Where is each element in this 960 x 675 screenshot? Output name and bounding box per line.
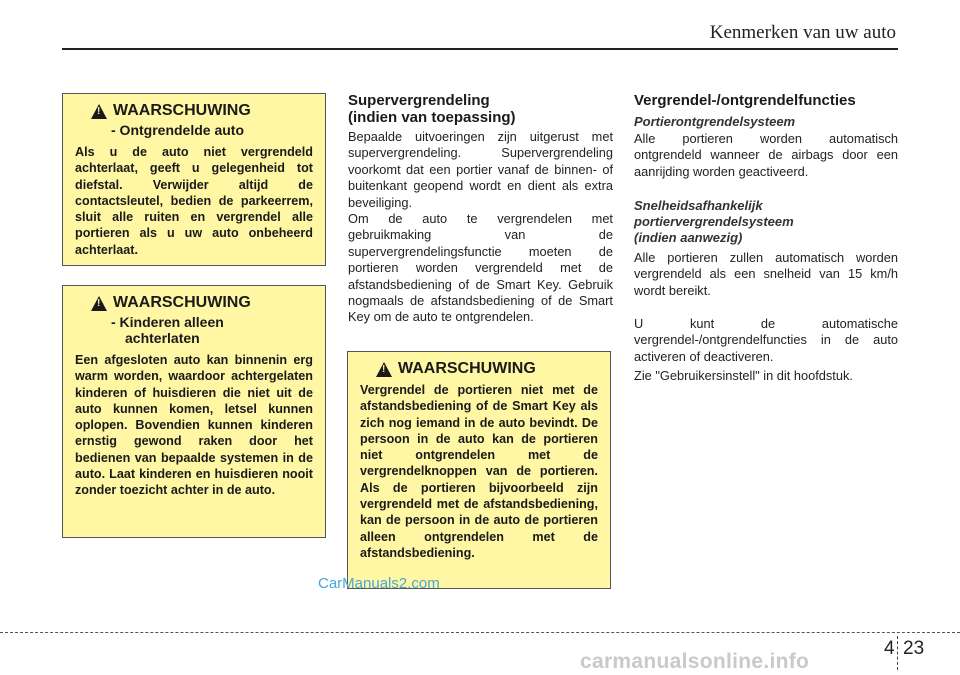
warning-box-unlocked-car (62, 93, 326, 266)
subsection-title-line1: Snelheidsafhankelijk (634, 198, 763, 213)
section-title-vergrendelfuncties: Vergrendel-/ontgrendelfuncties (634, 92, 856, 109)
warning-heading: WAARSCHUWING (398, 360, 536, 377)
section-title-line1: Supervergrendeling (348, 92, 490, 109)
bottom-watermark: carmanualsonline.info (580, 650, 810, 673)
paragraph: Om de auto te vergrendelen met gebruikmaking van de supervergrendelingsfunctie moeten de portieren worden vergrendeld met de afstandsbediening of de Smart Key. Gebruik nogmaals de afstandsbediening of de Smart Key om de auto te ontgrendelen. (348, 211, 613, 325)
section-title-line2: (indien van toepassing) (348, 109, 516, 126)
page-header-title: Kenmerken van uw auto (709, 22, 896, 43)
section-title-supervergrendeling (348, 92, 613, 126)
warning-triangle-icon (376, 362, 392, 377)
subsection-title: Portierontgrendelsysteem (634, 114, 796, 129)
warning-subheading: - Ontgrendelde auto (111, 122, 244, 138)
warning-heading: WAARSCHUWING (113, 294, 251, 311)
warning-subheading-cont: achterlaten (125, 330, 200, 346)
warning-body: Een afgesloten auto kan binnenin erg warm worden, waardoor achtergelaten kinderen of huisdieren die niet uit de auto kunnen komen, letsel kunnen oplopen. Bovendien kunnen kinderen ernstig gewond raken door het bedienen van bepaalde systemen in de auto. Laat kinderen en huisdieren nooit zonder toezicht achter in de auto. (75, 353, 313, 498)
subsection-title-line2: portiervergrendelsysteem (634, 214, 794, 229)
warning-header (75, 102, 313, 120)
warning-triangle-icon (91, 104, 107, 119)
warning-triangle-icon (91, 296, 107, 311)
warning-heading: WAARSCHUWING (113, 102, 251, 119)
subsection-title-line3: (indien aanwezig) (634, 230, 743, 245)
warning-body: Vergrendel de portieren niet met de afstandsbediening of de Smart Key als zich nog iemand in de auto bevindt. De persoon in de auto kan de portieren niet ontgrendelen met de vergrendelknoppen van de portieren. Als de portieren bijvoorbeeld zijn vergrendeld met de afstandsbediening, kan de persoon in de auto de portieren alleen ontgrendelen met de afstandsbediening. (360, 383, 598, 560)
paragraph: Alle portieren zullen automatisch worden vergrendeld als een snelheid van 15 km/h wordt bereikt. (634, 250, 898, 298)
warning-box-smart-key (347, 351, 611, 589)
paragraph: Zie "Gebruikersinstell" in dit hoofdstuk. (634, 368, 853, 383)
warning-body: Als u de auto niet vergrendeld achterlaat, geeft u gelegenheid tot diefstal. Verwijder altijd de contactsleutel, bedien de parkeerrem, sluit alle ruiten en vergrendel alle portieren als u uw auto onbeheerd achterlaat. (75, 145, 313, 257)
page-number: 23 (903, 638, 925, 659)
footer-rule (0, 632, 960, 633)
subsection-title-speed (634, 198, 899, 246)
paragraph: U kunt de automatische vergrendel-/ontgrendelfuncties in de auto activeren of deactiveren. (634, 316, 898, 364)
watermark-link[interactable]: CarManuals2.com (318, 575, 440, 592)
header-rule (62, 48, 898, 50)
warning-subheading: - Kinderen alleen (111, 314, 224, 330)
page-number-divider (897, 636, 898, 670)
warning-header (360, 360, 598, 378)
warning-header (75, 294, 313, 312)
chapter-number: 4 (884, 638, 895, 659)
warning-box-children (62, 285, 326, 538)
paragraph: Alle portieren worden automatisch ontgrendeld wanneer de airbags door een aanrijding worden geactiveerd. (634, 131, 898, 179)
paragraph: Bepaalde uitvoeringen zijn uitgerust met supervergrendeling. Supervergrendeling voorkomt dat een portier vanaf de binnen- of buitenkant geopend wordt en dient als extra beveiliging. (348, 129, 613, 210)
